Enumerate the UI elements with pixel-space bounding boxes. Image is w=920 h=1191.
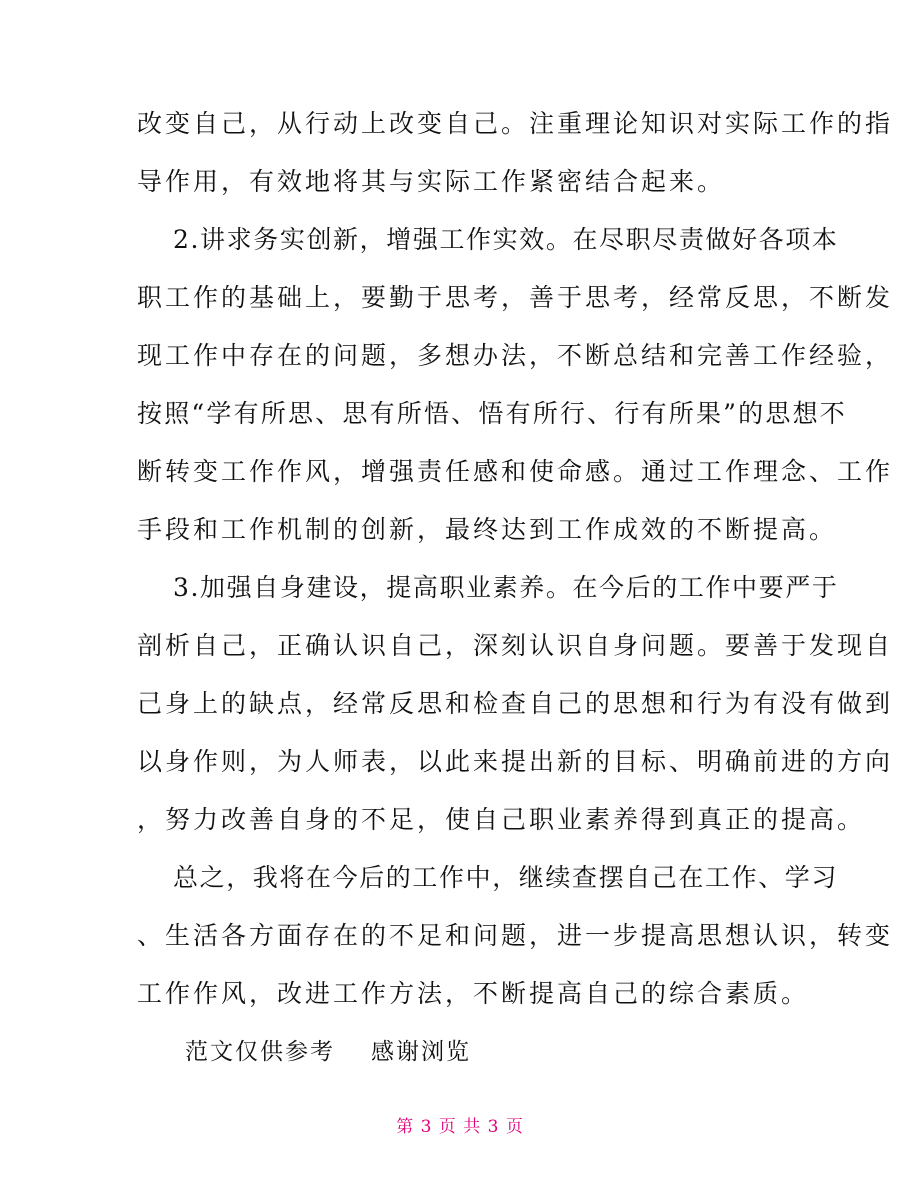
text-line: 剖析自己，正确认识自己，深刻认识自身问题。要善于发现自 — [137, 631, 894, 660]
text-line: 手段和工作机制的创新，最终达到工作成效的不断提高。 — [137, 515, 838, 544]
text-line: 导作用，有效地将其与实际工作紧密结合起来。 — [137, 167, 726, 196]
text-line: 己身上的缺点，经常反思和检查自己的思想和行为有没有做到 — [137, 689, 894, 718]
text-line: 现工作中存在的问题，多想办法，不断总结和完善工作经验， — [137, 341, 894, 370]
text-line: 职工作的基础上，要勤于思考，善于思考，经常反思，不断发 — [137, 283, 894, 312]
closing-note-right: 感谢浏览 — [371, 1039, 471, 1065]
closing-note — [137, 1023, 787, 1081]
text-line: ，努力改善自身的不足，使自己职业素养得到真正的提高。 — [137, 805, 866, 834]
text-line: 3.加强自身建设，提高职业素养。在今后的工作中要严于 — [173, 573, 839, 602]
text-line: 总之，我将在今后的工作中，继续查摆自己在工作、学习 — [173, 863, 839, 892]
text-line: 工作作风，改进工作方法，不断提高自己的综合素质。 — [137, 979, 810, 1008]
text-line: 断转变工作作风，增强责任感和使命感。通过工作理念、工作 — [137, 457, 894, 486]
text-line: 按照“学有所思、思有所悟、悟有所行、行有所果”的思想不 — [137, 399, 847, 428]
page-number: 第 3 页 共 3 页 — [396, 1117, 524, 1137]
text-line: 以身作则，为人师表，以此来提出新的目标、明确前进的方向 — [137, 747, 894, 776]
text-line: 改变自己，从行动上改变自己。注重理论知识对实际工作的指 — [137, 109, 894, 138]
text-line: 、生活各方面存在的不足和问题，进一步提高思想认识，转变 — [137, 921, 894, 950]
text-line: 2.讲求务实创新，增强工作实效。在尽职尽责做好各项本 — [173, 225, 839, 254]
closing-note-left: 范文仅供参考 — [185, 1039, 335, 1065]
document-body — [137, 95, 894, 1081]
